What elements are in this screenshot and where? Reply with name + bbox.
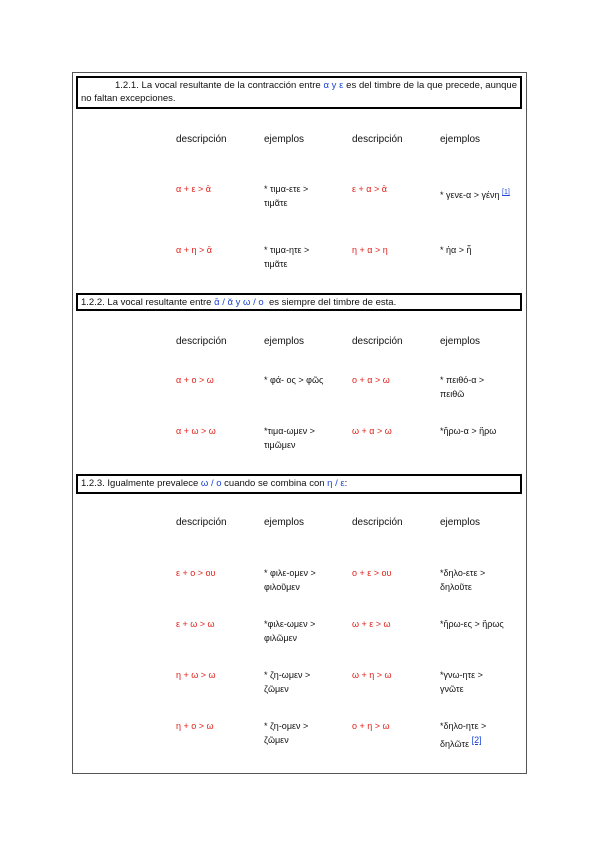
footnote-link[interactable]: [2] xyxy=(471,735,482,745)
rule-cell: ω + ε > ω xyxy=(352,619,391,629)
section-heading-1-2-2 xyxy=(76,293,522,311)
example-line: φιλῶμεν xyxy=(264,633,298,643)
example-cell xyxy=(264,424,344,452)
heading-highlight: ω / ο xyxy=(200,478,222,489)
example-cell: * φά- ος > φῶς xyxy=(264,375,324,385)
heading-text-after: es siempre del timbre de esta. xyxy=(268,297,397,308)
example-line: ζῶμεν xyxy=(264,684,289,694)
rule-cell: α + ω > ω xyxy=(176,426,216,436)
example-cell xyxy=(264,243,344,271)
example-cell xyxy=(440,566,520,594)
col-header-ejemplos: ejemplos xyxy=(440,336,481,347)
rule-cell: α + ο > ω xyxy=(176,375,214,385)
example-cell: *ἥρω-α > ἥρω xyxy=(440,426,497,436)
heading-text: La vocal resultante de la contracción entre xyxy=(141,80,321,91)
example-cell: * ἡα > ἦ xyxy=(440,245,472,255)
rule-cell: α + η > ᾱ xyxy=(176,245,212,255)
example-line: τιμᾶτε xyxy=(264,259,288,269)
section-number: 1.2.1. xyxy=(115,80,139,91)
section-heading-1-2-1 xyxy=(76,76,522,109)
heading-text: Igualmente prevalece xyxy=(107,478,199,489)
section-number: 1.2.3. xyxy=(81,478,105,489)
example-cell xyxy=(440,186,520,202)
example-line: * γενε-α > γένη xyxy=(440,190,500,200)
col-header-descripcion: descripción xyxy=(176,336,227,347)
example-cell xyxy=(264,719,344,747)
example-line: φιλοῦμεν xyxy=(264,582,300,592)
rule-cell: ω + α > ω xyxy=(352,426,392,436)
rule-cell: ε + α > ᾱ xyxy=(352,184,387,194)
example-line: * φιλε-ομεν > xyxy=(264,568,316,578)
example-line: * πειθό-α > xyxy=(440,375,485,385)
rule-cell: ω + η > ω xyxy=(352,670,392,680)
example-line: *τιμα-ωμεν > xyxy=(264,426,315,436)
example-line: τιμᾶτε xyxy=(264,198,288,208)
example-line: * τιμα-ητε > xyxy=(264,245,310,255)
col-header-ejemplos: ejemplos xyxy=(264,517,305,528)
col-header-ejemplos: ejemplos xyxy=(440,134,481,145)
col-header-ejemplos: ejemplos xyxy=(440,517,481,528)
section-number: 1.2.2. xyxy=(81,297,105,308)
rule-cell: ε + ω > ω xyxy=(176,619,215,629)
heading-highlight-2: η / ε xyxy=(327,478,345,489)
rule-cell: ο + ε > ου xyxy=(352,568,392,578)
col-header-ejemplos: ejemplos xyxy=(264,336,305,347)
example-cell xyxy=(264,668,344,696)
rule-cell: ο + α > ω xyxy=(352,375,390,385)
example-cell xyxy=(264,617,344,645)
example-cell xyxy=(440,373,520,401)
section-heading-1-2-3 xyxy=(76,474,522,494)
heading-highlight: α y ε xyxy=(323,80,344,91)
heading-text-after: cuando se combina con xyxy=(224,478,325,489)
example-line: *φιλε-ωμεν > xyxy=(264,619,316,629)
example-cell xyxy=(440,668,520,696)
example-line: *δηλο-ητε > xyxy=(440,721,487,731)
col-header-descripcion: descripción xyxy=(176,517,227,528)
example-line: δηλοῦτε xyxy=(440,582,472,592)
rule-cell: ε + ο > ου xyxy=(176,568,216,578)
example-cell: *ἥρω-ες > ἥρως xyxy=(440,619,504,629)
example-line: * τιμα-ετε > xyxy=(264,184,309,194)
rule-cell: ο + η > ω xyxy=(352,721,390,731)
col-header-descripcion: descripción xyxy=(352,134,403,145)
example-line: πειθῶ xyxy=(440,389,465,399)
col-header-descripcion: descripción xyxy=(352,336,403,347)
example-line: * ζη-ωμεν > xyxy=(264,670,311,680)
rule-cell: η + ο > ω xyxy=(176,721,214,731)
example-cell xyxy=(440,719,520,751)
example-line: γνῶτε xyxy=(440,684,464,694)
example-line: *γνω-ητε > xyxy=(440,670,483,680)
example-line: * ζη-ομεν > xyxy=(264,721,309,731)
heading-highlight: ᾱ / ᾰ y ω / ο xyxy=(214,297,264,308)
col-header-descripcion: descripción xyxy=(176,134,227,145)
heading-tail: : xyxy=(344,478,348,489)
heading-text: La vocal resultante entre xyxy=(107,297,212,308)
example-cell xyxy=(264,182,344,210)
example-line: *δηλο-ετε > xyxy=(440,568,486,578)
example-cell xyxy=(264,566,344,594)
col-header-descripcion: descripción xyxy=(352,517,403,528)
col-header-ejemplos: ejemplos xyxy=(264,134,305,145)
footnote-link[interactable]: [1] xyxy=(502,189,510,196)
example-line: τιμῶμεν xyxy=(264,440,296,450)
rule-cell: η + ω > ω xyxy=(176,670,216,680)
rule-cell: η + α > η xyxy=(352,245,388,255)
rule-cell: α + ε > ᾱ xyxy=(176,184,211,194)
example-line: ζῶμεν xyxy=(264,735,289,745)
example-line: δηλῶτε xyxy=(440,739,470,749)
heading-text-after: es del timbre de la que precede, aunque no faltan excepciones. xyxy=(81,80,517,104)
